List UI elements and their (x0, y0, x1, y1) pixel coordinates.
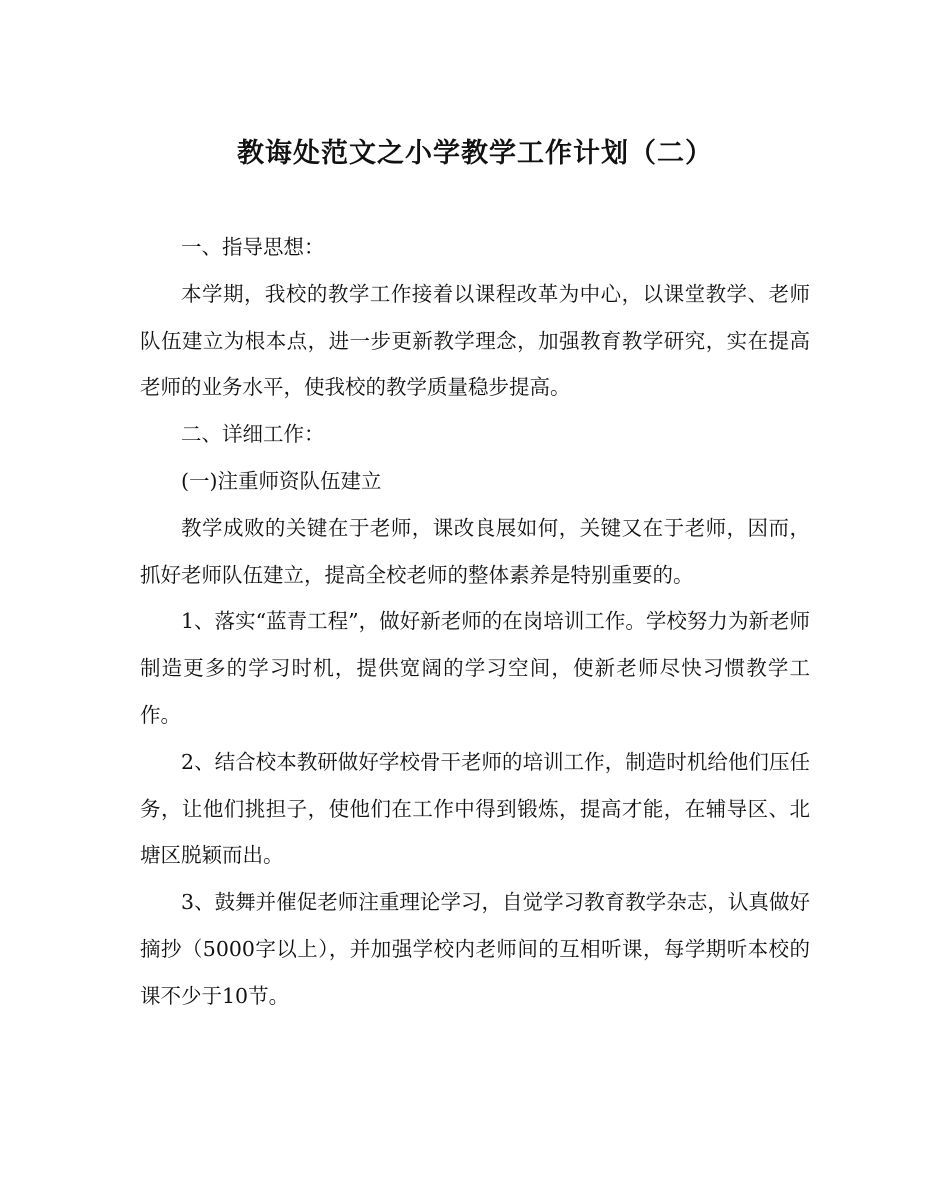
heading-guiding-thought: 一、指导思想： (181, 235, 325, 259)
paragraph-guiding-thought: 本学期，我校的教学工作接着以课程改革为中心，以课堂教学、老师队伍建立为根本点，进一步更新教学理念，加强教育教学研究，实在提高老师的业务水平，使我校的教学质量稳步提高。 (140, 281, 810, 400)
document-body (140, 224, 810, 1020)
heading-detailed-work: 二、详细工作： (181, 422, 325, 447)
paragraph-teacher-key: 教学成败的关键在于老师，课改良展如何，关键又在于老师，因而，抓好老师队伍建立，提高全校老师的整体素养是特别重要的。 (140, 515, 810, 587)
item-3-theory-study: 3、鼓舞并催促老师注重理论学习，自觉学习教育教学杂志，认真做好摘抄（5000字以上），并加强学校内老师间的互相听课，每学期听本校的课不少于10节。 (140, 890, 810, 1008)
item-2-backbone-training: 2、结合校本教研做好学校骨干老师的培训工作，制造时机给他们压任务，让他们挑担子，使他们在工作中得到锻炼，提高才能，在辅导区、北塘区脱颖而出。 (140, 749, 810, 868)
subheading-teacher-team: (一)注重师资队伍建立 (181, 468, 382, 493)
document-title: 教诲处范文之小学教学工作计划（二） (237, 138, 713, 169)
item-1-blue-green-project: 1、落实“蓝青工程”，做好新老师的在岗培训工作。学校努力为新老师制造更多的学习时机，提供宽阔的学习空间，使新老师尽快习惯教学工作。 (140, 609, 810, 727)
